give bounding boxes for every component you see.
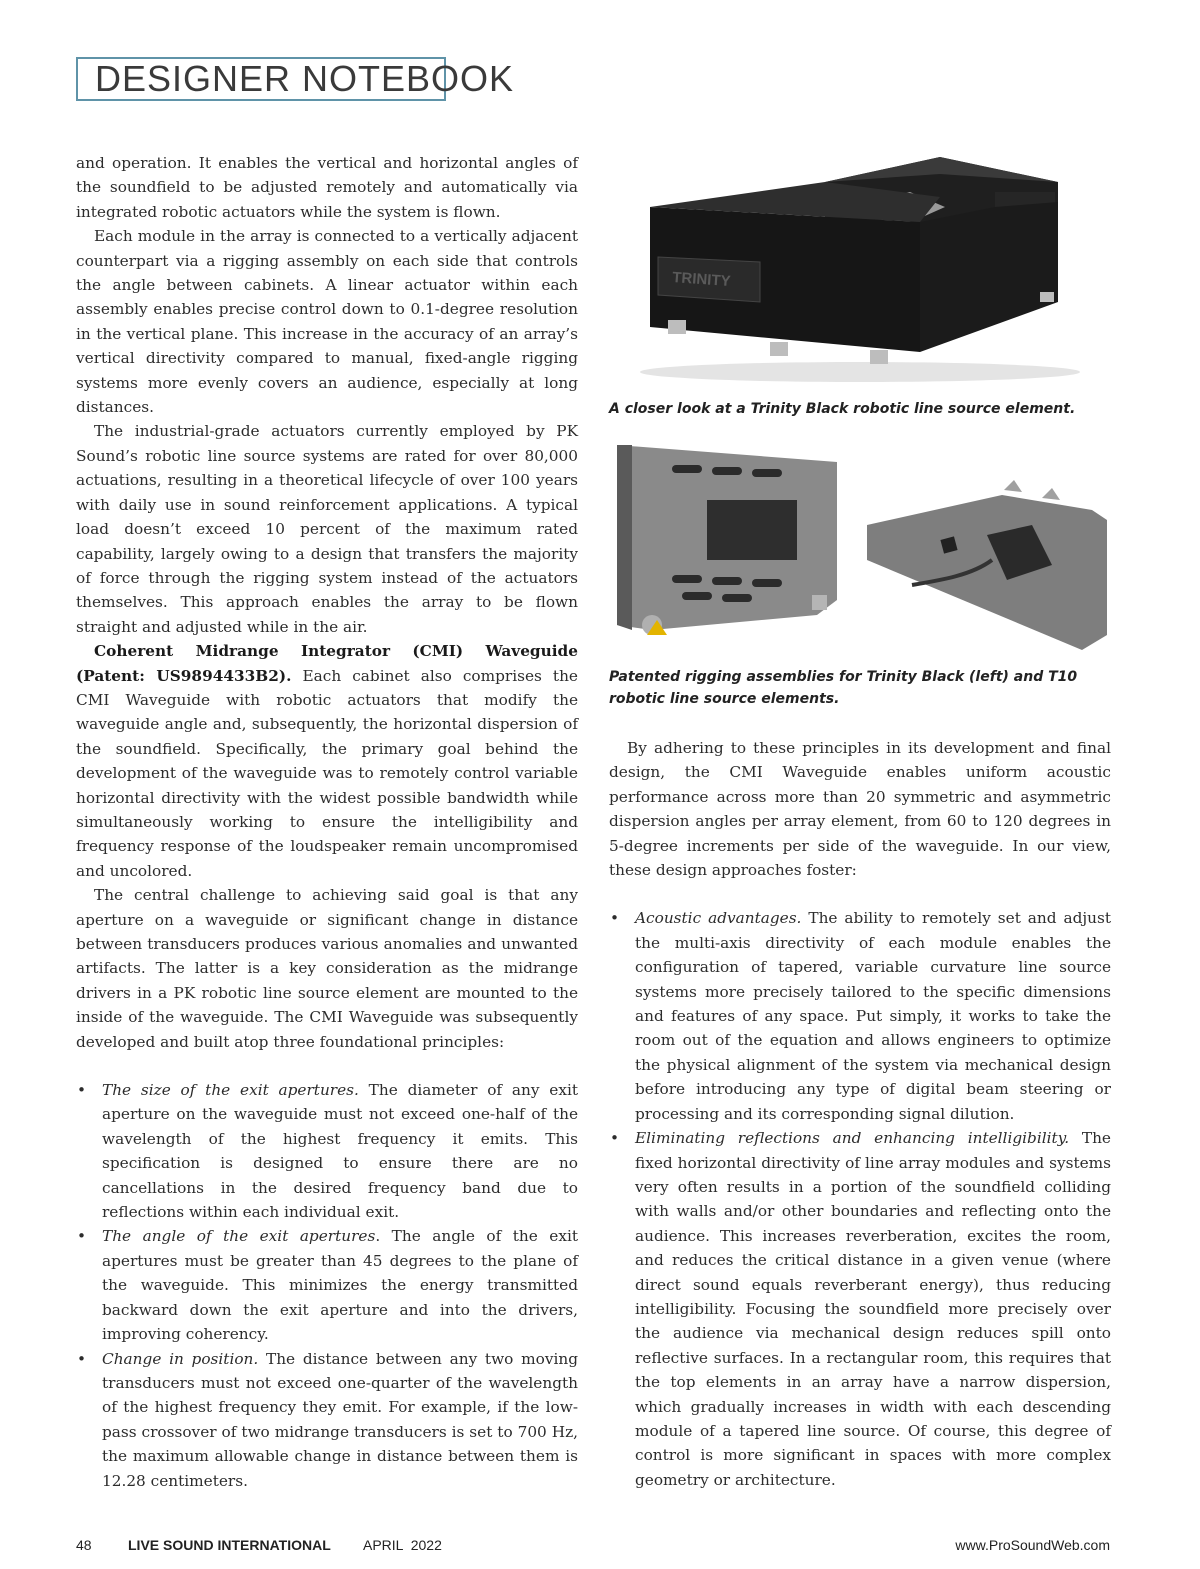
principles-list	[76, 1078, 578, 1493]
list-item-lead: Acoustic advantages.	[635, 909, 802, 928]
rigging-assemblies-photo	[612, 440, 1112, 662]
right-paragraph-1: By adhering to these principles in its development and final design, the CMI Waveguide enables uniform acoustic performance across more than 20 symmetric and asymmetric dispersion angles per array element, from 60 to 120 degrees in 5-degree increments per side of the waveguide. In our view, these design approaches foster:	[609, 739, 1111, 880]
list-item-text: The fixed horizontal directivity of line array modules and systems very often results in a portion of the soundfield colliding with walls and/or other boundaries and reflecting onto the audience. This increases reverberation, excites the room, and reduces the critical distance in a given venue (where direct sound equals reverberant energy), thus reducing intelligibility. Focusing the soundfield more precisely over the audience via mechanical design reduces spill onto reflective surfaces. In a rectangular room, this requires that the top elements in an array have a narrow dispersion, which gradually increases in width with each descending module of a tapered line source. Of course, this degree of control is more significant in spaces with more complex geometry or architecture.	[635, 1129, 1111, 1489]
list-item-lead: The angle of the exit apertures	[102, 1227, 376, 1246]
left-paragraph-5: The central challenge to achieving said goal is that any aperture on a waveguide or significant change in distance between transducers produces various anomalies and unwanted artifacts. The latter is a key consideration as the midrange drivers in a PK robotic line source element are mounted to the inside of the waveguide. The CMI Waveguide was subsequently developed and built atop three foundational principles:	[76, 886, 578, 1051]
publication-name: LIVE SOUND INTERNATIONAL	[128, 1537, 331, 1553]
issue-date: APRIL 2022	[363, 1537, 442, 1553]
page-number: 48	[76, 1537, 92, 1553]
list-item	[609, 1126, 1111, 1492]
list-item-lead: The size of the exit apertures.	[102, 1081, 359, 1100]
list-item	[76, 1347, 578, 1493]
advantages-list	[609, 906, 1111, 1492]
list-item	[76, 1078, 578, 1224]
list-item-text: The ability to remotely set and adjust the multi-axis directivity of each module enables the configuration of tapered, variable curvature line source systems more precisely tailored to the specific dimensions and features of any space. Put simply, it works to take the room out of the equation and allows engineers to optimize the physical alignment of the system via mechanical design before introducing any type of digital beam steering or processing and its corresponding signal dilution.	[635, 909, 1111, 1123]
right-column	[609, 736, 1111, 1492]
list-item-lead: Change in position.	[102, 1349, 259, 1368]
list-item-text: The distance between any two moving transducers must not exceed one-quarter of the wavelength of the highest frequency they emit. For example, if the low-pass crossover of two midrange transducers is set to 700 Hz, the maximum allowable change in distance between them is 12.28 centimeters.	[102, 1349, 578, 1490]
trinity-product-label: TRINITY	[671, 269, 732, 291]
list-item-text: . The angle of the exit apertures must be greater than 45 degrees to the plane of the waveguide. This minimizes the energy transmitted backward down the exit aperture and into the drivers, improving coherency.	[102, 1227, 578, 1344]
list-item	[609, 906, 1111, 1126]
photo-caption-2: Patented rigging assemblies for Trinity Black (left) and T10 robotic line source elements.	[609, 669, 1078, 707]
photo-caption-1: A closer look at a Trinity Black robotic line source element.	[609, 401, 1076, 417]
list-item-lead: Eliminating reflections and enhancing intelligibility.	[635, 1129, 1070, 1148]
website-link[interactable]: www.ProSoundWeb.com	[955, 1537, 1110, 1553]
list-item-text: The diameter of any exit aperture on the waveguide must not exceed one-half of the wavelength of the highest frequency it emits. This specification is designed to ensure there are no cancellations in the desired frequency band due to reflections within each individual exit.	[102, 1081, 578, 1222]
trinity-black-photo	[610, 152, 1110, 388]
left-paragraph-4	[76, 639, 578, 883]
left-paragraph-1: and operation. It enables the vertical and horizontal angles of the soundfield to be adjusted remotely and automatically via integrated robotic actuators while the system is flown.	[76, 154, 578, 221]
left-paragraph-2: Each module in the array is connected to a vertically adjacent counterpart via a rigging assembly on each side that controls the angle between cabinets. A linear actuator within each assembly enables precise control down to 0.1-degree resolution in the vertical plane. This increase in the accuracy of an array’s vertical directivity compared to manual, fixed-angle rigging systems more evenly covers an audience, especially at long distances.	[76, 227, 578, 417]
section-title: DESIGNER NOTEBOOK	[76, 57, 446, 101]
cmi-waveguide-body: Each cabinet also comprises the CMI Waveguide with robotic actuators that modify the waveguide angle and, subsequently, the horizontal dispersion of the soundfield. Specifically, the primary goal behind the development of the waveguide was to remotely control variable horizontal directivity with the widest possible bandwidth while simultaneously working to ensure the intelligibility and frequency response of the loudspeaker remain uncompromised and uncolored.	[76, 666, 578, 880]
cmi-waveguide-heading: Coherent Midrange Integrator (CMI) Waveguide (Patent: US9894433B2).	[76, 642, 578, 685]
list-item	[76, 1224, 578, 1346]
left-column	[76, 151, 578, 1493]
left-paragraph-3: The industrial-grade actuators currently employed by PK Sound’s robotic line source systems are rated for over 80,000 actuations, resulting in a theoretical lifecycle of over 100 years with daily use in sound reinforcement applications. A typical load doesn’t exceed 10 percent of the maximum rated capability, largely owing to a design that transfers the majority of force through the rigging system instead of the actuators themselves. This approach enables the array to be flown straight and adjusted while in the air.	[76, 422, 578, 636]
